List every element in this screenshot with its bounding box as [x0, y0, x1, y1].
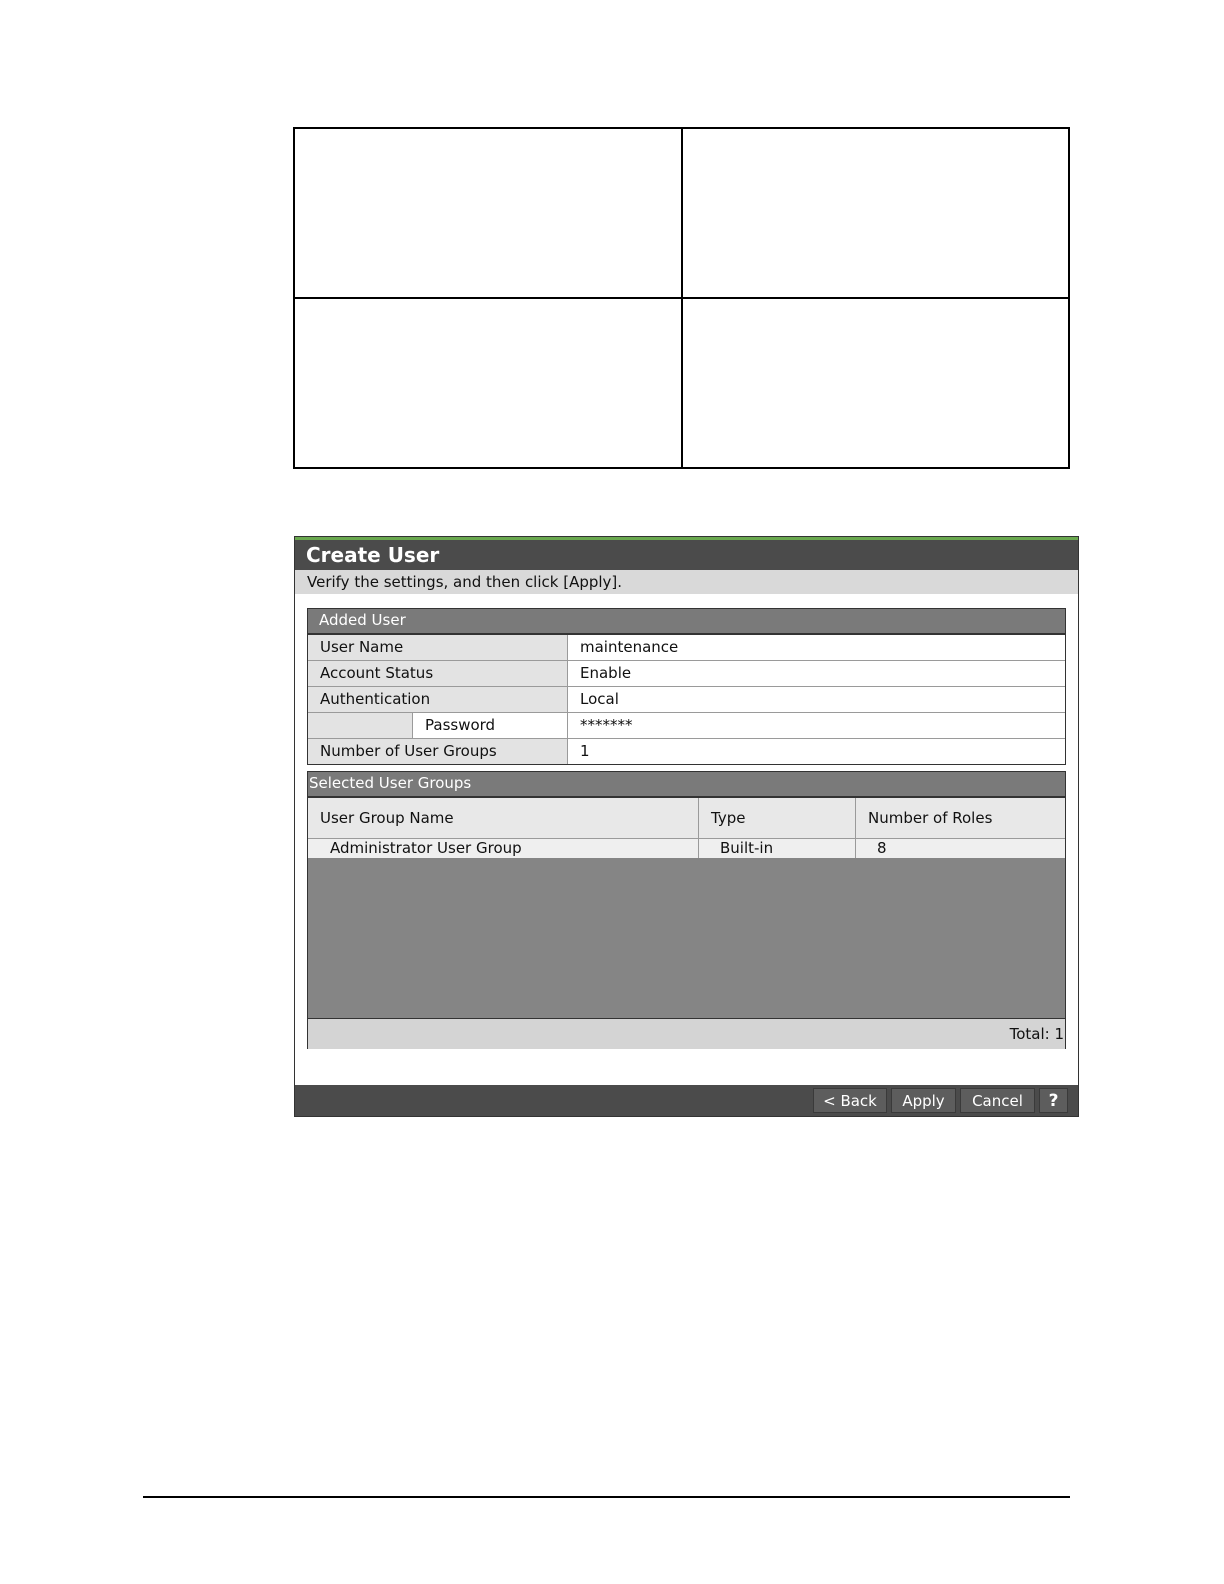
roles-cell: 8	[877, 839, 887, 857]
user-name-value: maintenance	[568, 635, 1065, 660]
back-button[interactable]: < Back	[813, 1088, 887, 1113]
column-header-number-of-roles[interactable]: Number of Roles	[868, 809, 993, 827]
table-cell	[682, 298, 1070, 468]
authentication-row	[308, 687, 1065, 713]
table-row[interactable]	[308, 839, 1065, 858]
table-empty-area	[308, 858, 1065, 1018]
user-groups-count-value: 1	[568, 739, 1065, 764]
authentication-label: Authentication	[308, 687, 568, 712]
button-bar	[295, 1085, 1078, 1116]
column-header-user-group-name[interactable]: User Group Name	[308, 798, 699, 838]
table-header-row	[308, 798, 1065, 839]
authentication-value: Local	[568, 687, 1065, 712]
added-user-header: Added User	[308, 609, 1065, 635]
selected-groups-header: Selected User Groups	[308, 772, 1065, 798]
added-user-section	[307, 608, 1066, 765]
user-groups-count-label: Number of User Groups	[308, 739, 568, 764]
password-row	[308, 713, 1065, 739]
account-status-label: Account Status	[308, 661, 568, 686]
instruction-text: Verify the settings, and then click [Apply].	[295, 570, 1078, 594]
user-name-label: User Name	[308, 635, 568, 660]
account-status-row	[308, 661, 1065, 687]
create-user-dialog	[294, 536, 1079, 1117]
table-cell	[294, 298, 682, 468]
user-groups-count-row	[308, 739, 1065, 764]
password-value: *******	[568, 713, 1065, 738]
password-label: Password	[413, 713, 567, 738]
table-cell	[682, 128, 1070, 298]
type-cell: Built-in	[699, 839, 856, 858]
user-name-row	[308, 635, 1065, 661]
cancel-button[interactable]: Cancel	[960, 1088, 1035, 1113]
dialog-title: Create User	[295, 537, 1078, 570]
column-header-type[interactable]: Type	[699, 798, 856, 838]
user-group-name-cell: Administrator User Group	[308, 839, 699, 858]
page-footer-rule	[143, 1496, 1070, 1498]
apply-button[interactable]: Apply	[891, 1088, 956, 1113]
indent-spacer	[308, 713, 413, 738]
document-table	[293, 127, 1070, 469]
table-cell	[294, 128, 682, 298]
account-status-value: Enable	[568, 661, 1065, 686]
selected-user-groups-section	[307, 771, 1066, 1049]
help-button[interactable]: ?	[1039, 1088, 1068, 1113]
total-count: Total: 1	[308, 1018, 1065, 1049]
password-label-cell	[308, 713, 568, 738]
